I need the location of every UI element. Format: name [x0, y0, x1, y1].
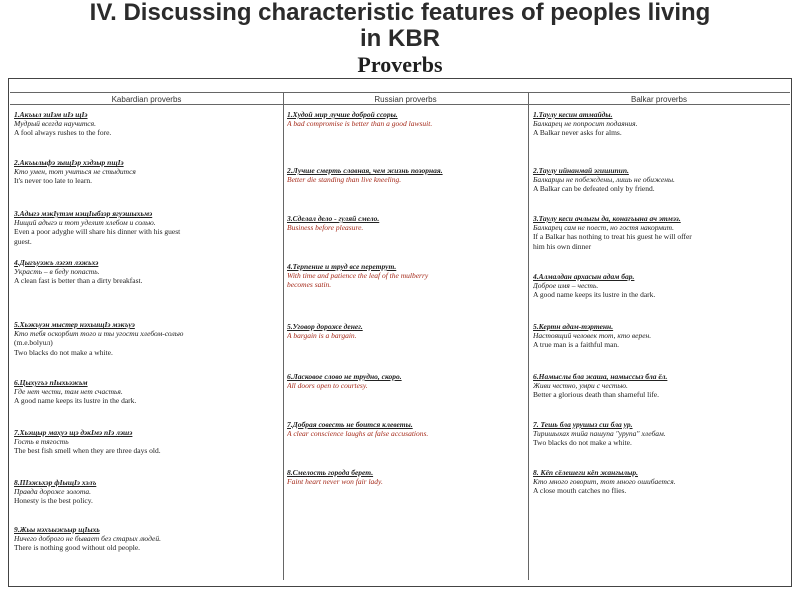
proverb-translation: Business before pleasure. [287, 223, 364, 233]
proverb-translation: Балкарец не попросит подаяния. [533, 119, 638, 129]
proverb-original: 5.Хьэкъуэн мыстер нэхьищIэ мэкъуэ [14, 320, 135, 329]
header-kabardian: Kabardian proverbs [10, 92, 283, 105]
proverb-translation: guest. [14, 236, 32, 246]
proverb-item [14, 378, 280, 406]
header-russian: Russian proverbs [283, 92, 528, 105]
proverb-translation: Балкарец сам не поест, но гостя накормит. [533, 223, 675, 233]
proverb-item [287, 214, 525, 232]
proverb-translation: Кто умен, тот учиться не стыдится [14, 167, 136, 177]
proverb-translation: If a Balkar has nothing to treat his guest he will offer [533, 232, 692, 242]
proverb-translation: A close mouth catches no flies. [533, 486, 627, 496]
proverb-translation: The best fish smell when they are three days old. [14, 446, 161, 456]
proverb-translation: A bad compromise is better than a good lawsuit. [287, 119, 433, 129]
proverb-translation: Ничего доброго не бывает без старых людей. [14, 534, 161, 544]
proverb-item [533, 166, 788, 194]
proverb-item [287, 420, 525, 438]
column-divider [283, 92, 284, 580]
subtitle: Proverbs [357, 52, 443, 77]
proverb-original: 7.Добрая совесть не боится клеветы. [287, 420, 413, 429]
proverb-original: 4.Терпение и труд все перетрут. [287, 262, 397, 271]
proverb-item [14, 258, 280, 286]
proverb-item [533, 272, 788, 300]
proverb-translation: Нищий адыгэ и тот уделит хлебом и солью. [14, 218, 156, 228]
proverb-translation: Two blacks do not make a white. [533, 438, 632, 448]
proverb-translation: (m.e.bolyuл) [14, 338, 53, 348]
proverb-original: 2.Таулу ийнанмай эгишипип. [533, 166, 629, 175]
proverb-original: 7.Хьэщыр махуэ щэ дэкIмэ пIэ лэшэ [14, 428, 133, 437]
proverb-translation: Кто много говорит, тот много ошибается. [533, 477, 676, 487]
proverb-translation: Faint heart never won fair lady. [287, 477, 383, 487]
proverb-item [14, 428, 280, 456]
proverb-original: 3.Таулу кеси ачлыгы да, конагъына ач этмэз. [533, 214, 681, 223]
proverb-translation: A good name keeps its lustre in the dark. [14, 396, 137, 406]
proverb-translation: A fool always rushes to the fore. [14, 128, 112, 138]
proverb-translation: A clean fast is better than a dirty breakfast. [14, 276, 143, 286]
column-divider [528, 92, 529, 580]
proverb-translation: Even a poor adyghe will share his dinner with his guest [14, 227, 181, 237]
proverb-translation: A clear conscience laughs at false accusations. [287, 429, 429, 439]
proverb-translation: Гость в тягость [14, 437, 69, 447]
proverb-original: 8. Кёп сёлешеги кёп жангылыр. [533, 468, 638, 477]
page-title [0, 0, 800, 52]
proverb-item [14, 320, 280, 357]
proverb-translation: Украсть – в беду попасть. [14, 267, 100, 277]
proverb-original: 4.Алмалдан архасын адам бар. [533, 272, 635, 281]
proverb-translation: A Balkar can be defeated only by friend. [533, 184, 655, 194]
proverb-translation: All doors open to courtesy. [287, 381, 368, 391]
proverb-original: 1.Акъыл зиIэм иIэ щIэ [14, 110, 88, 119]
proverb-translation: It's never too late to learn. [14, 176, 92, 186]
proverb-translation: Кто тебя оскорбит того и ты угости хлебом-солью [14, 329, 184, 339]
proverb-translation: Живи честно, умри с честью. [533, 381, 628, 391]
header-balkar: Balkar proverbs [528, 92, 790, 105]
proverb-translation: With time and patience the leaf of the mulberry [287, 271, 429, 281]
proverb-translation: Где нет чести, там нет счастья. [14, 387, 123, 397]
proverb-translation: Доброе имя – честь. [533, 281, 599, 291]
proverb-translation: Настоящий человек тот, кто верен. [533, 331, 652, 341]
proverb-translation: Two blacks do not make a white. [14, 347, 113, 357]
proverb-original: 6.Цыхугъэ пIыхьэжьм [14, 378, 88, 387]
proverb-original: 5.Кертн адам-тэртенн. [533, 322, 614, 331]
proverb-item [287, 166, 525, 184]
proverb-item [533, 322, 788, 350]
proverb-original: 7. Тешь бла урушыз сш бла ур. [533, 420, 633, 429]
proverb-original: 2.Акъылыфэ зыщIэр хэдзыр пщIэ [14, 158, 124, 167]
proverb-original: 5.Уговор дороже денег. [287, 322, 363, 331]
proverb-translation: Балкарцы не побеждены, лишь не обижены. [533, 175, 675, 185]
proverb-translation: him his own dinner [533, 241, 592, 251]
proverb-original: 9.Жьы нэхъыжьыр щIыхь [14, 525, 100, 534]
title-line-2: in KBR [360, 25, 440, 52]
proverb-translation: becomes satin. [287, 280, 332, 290]
proverb-translation: A true man is a faithful man. [533, 340, 620, 350]
proverb-original: 8.Смелость города берет. [287, 468, 374, 477]
proverb-translation: A good name keeps its lustre in the dark. [533, 290, 656, 300]
proverb-item [287, 372, 525, 390]
proverb-original: 2.Лучше смерть славная, чем жизнь позорная. [287, 166, 443, 175]
proverb-translation: Better die standing than live kneeling. [287, 175, 402, 185]
proverb-translation: A Balkar never asks for alms. [533, 128, 622, 138]
proverb-item [533, 468, 788, 496]
proverb-item [14, 478, 280, 506]
proverb-original: 8.ПIэжьхэр фIыщIэ хэлъ [14, 478, 97, 487]
proverb-translation: Better a glorious death than shameful life. [533, 390, 660, 400]
proverb-translation: Правда дороже золота. [14, 487, 92, 497]
proverb-item [14, 209, 280, 246]
proverb-item [533, 372, 788, 400]
proverb-original: 3.Адыгэ мэкIутэм нэщIыбзэр ягуэшыхьмэ [14, 209, 153, 218]
proverb-translation: Тиришыхах тийа пашупа "урупа" хлебам. [533, 429, 666, 439]
proverb-translation: Honesty is the best policy. [14, 496, 93, 506]
proverb-item [287, 468, 525, 486]
proverb-translation: There is nothing good without old people. [14, 543, 141, 553]
proverb-item [287, 110, 525, 128]
proverb-original: 6.Ласковое слово не трудно, скоро. [287, 372, 402, 381]
proverb-translation: A bargain is a bargain. [287, 331, 357, 341]
proverb-item [14, 110, 280, 138]
title-line-1: IV. Discussing characteristic features of peoples living [89, 0, 711, 26]
proverb-item [287, 322, 525, 340]
proverb-item [533, 110, 788, 138]
proverb-original: 3.Сделал дело - гуляй смело. [287, 214, 380, 223]
proverb-original: 4.Дыгъуэжь лэгэп лэжьхэ [14, 258, 99, 267]
proverb-original: 1.Худой мир лучше доброй ссоры. [287, 110, 398, 119]
proverb-item [533, 214, 788, 251]
proverb-item [14, 525, 280, 553]
proverb-original: 1.Таулу кесин атмайды. [533, 110, 613, 119]
proverb-original: 6.Намыслы бла жаша, намыссыз бла ёл. [533, 372, 668, 381]
proverb-translation: Мудрый всегда научится. [14, 119, 96, 129]
proverb-item [287, 262, 525, 290]
proverb-item [533, 420, 788, 448]
proverb-item [14, 158, 280, 186]
